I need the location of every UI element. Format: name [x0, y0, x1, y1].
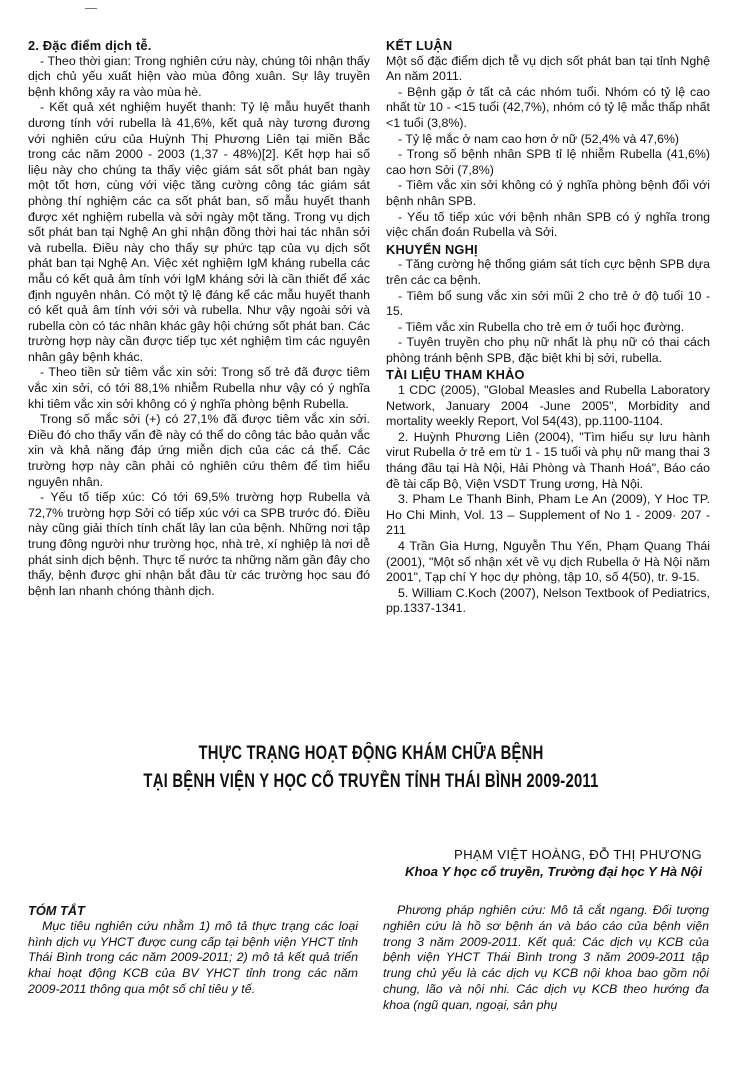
- conclusion-heading: KẾT LUẬN: [386, 38, 453, 53]
- recommendation-item: - Tuyên truyền cho phụ nữ nhất là phụ nữ có thai cách phòng tránh bệnh SPB, đặc biệt khi bị sởi, rubella.: [386, 335, 710, 365]
- author-block: [360, 846, 702, 880]
- author-affiliation: Khoa Y học cổ truyền, Trường đại học Y Hà Nội: [405, 864, 702, 879]
- paragraph-vaccination-history: - Theo tiền sử tiêm vắc xin sởi: Trong số trẻ đã được tiêm vắc xin sởi, có tới 88,1% nhiễm Rubella như vậy có ý nghĩa khi tiêm vắc xin sởi không có ý nghĩa phòng bệnh Rubella.: [28, 365, 370, 411]
- paragraph-time: - Theo thời gian: Trong nghiên cứu này, chúng tôi nhận thấy dịch chủ yếu xuất hiện vào mùa đông xuân. Sự lây truyền bệnh không xảy ra vào mùa hè.: [28, 53, 370, 99]
- conclusion-item: - Tỷ lệ mắc ở nam cao hơn ở nữ (52,4% và 47,6%): [398, 131, 680, 146]
- reference-item: 3. Pham Le Thanh Binh, Pham Le An (2009), Y Hoc TP. Ho Chi Minh, Vol. 13 – Supplement of No 1 - 2009· 207 - 211: [386, 492, 710, 538]
- author-names: PHẠM VIỆT HOÀNG, ĐỖ THỊ PHƯƠNG: [454, 847, 702, 862]
- abstract-right: [383, 903, 709, 1014]
- reference-item: 4 Trần Gia Hưng, Nguyễn Thu Yến, Phạm Quang Thái (2001), "Một số nhận xét về vụ dịch Rubella ở Hà Nội năm 2001", Tạp chí Y học dự phòng, tập 10, số 4(50), tr. 9-15.: [386, 539, 710, 585]
- conclusion-item: - Tiêm vắc xin sởi không có ý nghĩa phòng bệnh đối với bệnh nhân SPB.: [386, 178, 710, 208]
- paragraph-contact: - Yếu tố tiếp xúc: Có tới 69,5% trường hợp Rubella và 72,7% trường hợp Sởi có tiếp xúc với ca SPB trước đó. Điều này cũng giải thích tính chất lây lan của bệnh. Những nơi tập trung đông người như trường học, nhà trẻ, xí nghiệp là nơi dễ phát sinh dịch bệnh. Thực tế nước ta những năm gần đây cho thấy, bệnh được ghi nhận bắt đầu từ các trường học sau đó bệnh lan nhanh chóng thành dịch.: [28, 490, 370, 598]
- recommendation-item: - Tăng cường hệ thống giám sát tích cực bệnh SPB dựa trên các ca bệnh.: [386, 257, 710, 287]
- abstract-left: [28, 903, 358, 998]
- paragraph-serology: - Kết quả xét nghiệm huyết thanh: Tỷ lệ mẫu huyết thanh dương tính với rubella là 41,6%, kết quả này tương đương với nghiên cứu của Huỳnh Thị Phương Liên tại miền Bắc trong các năm 2000 - 2003 (1,37 - 48%)[2]. Kết hợp hai số liệu này cho chúng ta thấy việc giám sát sốt phát ban ngày một tốt hơn, cùng với việc tăng cường công tác giám sát phòng thí nghiệm các ca sốt phát ban, số mẫu huyết thanh được xét nghiệm rubella và sởi ngày một tăng. Trong vụ dịch sốt phát ban tại Nghệ An ghi nhận đồng thời hai tác nhân sởi và rubella. Điều này cho thấy sự phức tạp của vụ dịch sốt phát ban tại Nghệ An. Việc xét nghiệm IgM kháng rubella các mẫu có kết quả âm tính với IgM kháng sởi là cần thiết để xác định nguyên nhân. Có một tỷ lệ đáng kể các mẫu huyết thanh có kết quả âm tính với sởi và rubella. Như vậy ngoài sởi và rubella còn có tác nhân khác gây hội chứng sốt phát ban. Các trường hợp này cần được tiếp tục xét nghiệm tìm các nguyên nhân gây bệnh khác.: [28, 100, 370, 364]
- conclusion-item: - Trong số bệnh nhân SPB tỉ lệ nhiễm Rubella (41,6%) cao hơn Sởi (7,8%): [386, 147, 710, 177]
- recommendation-heading: KHUYẾN NGHỊ: [386, 241, 478, 257]
- paragraph-measles-vaccinated: Trong số mắc sởi (+) có 27,1% đã được tiêm vắc xin sởi. Điều đó cho thấy vấn đề này có thể do công tác bảo quản vắc xin và khả năng đáp ứng miễn dịch của các cá thể. Các trường hợp này cần phải có nghiên cứu thêm để tìm hiểu nguyên nhân.: [28, 412, 370, 489]
- article-title-line-1: THỰC TRẠNG HOẠT ĐỘNG KHÁM CHỮA BỆNH: [198, 743, 544, 764]
- recommendation-item: - Tiêm bổ sung vắc xin sởi mũi 2 cho trẻ ở độ tuổi 10 - 15.: [386, 288, 710, 319]
- reference-item: 1 CDC (2005), "Global Measles and Rubella Laboratory Network, January 2004 -June 2005", Morbidity and mortality weekly Report, Vol 54(43), pp.1100-1104.: [386, 383, 710, 429]
- reference-item: 2. Huỳnh Phương Liên (2004), "Tìm hiểu sự lưu hành virut Rubella ở trẻ em từ 1 - 15 tuổi và phụ nữ mang thai 3 tháng đầu tại Hà Nội, Hải Phòng và Thanh Hoá", Báo cáo đề tài cấp Bộ, Viện VSDT Trung ương, Hà Nội.: [386, 429, 710, 491]
- abstract-text-right: Phương pháp nghiên cứu: Mô tả cắt ngang. Đối tượng nghiên cứu là hồ sơ bệnh án và báo cáo của bệnh viện trong 3 năm 2009-2011. Kết quả: Các dịch vụ KCB của bệnh viện YHCT Thái Bình trong 3 năm 2009-2011 tập trung chủ yếu là các dịch vụ KCB nội khoa bao gồm nội chung, lão và nội nhi. Các dịch vụ KCB theo hướng đa khoa (ngũ quan, ngoại, sản phụ: [383, 903, 709, 1012]
- conclusion-item: - Yếu tố tiếp xúc với bệnh nhân SPB có ý nghĩa trong việc chẩn đoán Rubella và Sởi.: [386, 209, 710, 240]
- reference-item: 5. William C.Koch (2007), Nelson Textbook of Pediatrics, pp.1337-1341.: [386, 585, 710, 616]
- recommendation-item: - Tiêm vắc xin Rubella cho trẻ em ở tuổi học đường.: [398, 319, 685, 334]
- left-column: [28, 38, 370, 599]
- abstract-text-left: Mục tiêu nghiên cứu nhằm 1) mô tả thực trạng các loại hình dịch vụ YHCT được cung cấp tại bệnh viện YHCT tỉnh Thái Bình trong các năm 2009-2011; 2) mô tả kết quả triển khai hoạt động KCB của BV YHCT tỉnh trong các năm 2009-2011 thông qua một số chỉ tiêu y tế.: [28, 918, 358, 996]
- right-column: [386, 38, 710, 617]
- references-heading: TÀI LIỆU THAM KHẢO: [386, 367, 525, 383]
- abstract-heading: TÓM TẮT: [28, 903, 85, 918]
- article-title-line-2: TẠI BỆNH VIỆN Y HỌC CỔ TRUYỀN TỈNH THÁI BÌNH 2009-2011: [143, 771, 599, 792]
- article-title: [0, 740, 742, 796]
- section-heading-epidemiology: 2. Đặc điểm dịch tễ.: [28, 38, 152, 53]
- top-margin-mark: [85, 8, 97, 9]
- conclusion-item: - Bệnh gặp ở tất cả các nhóm tuổi. Nhóm có tỷ lệ cao nhất từ 10 - <15 tuổi (42,7%), nhóm có tỷ lệ mắc thấp nhất <1 tuổi (3,8%).: [386, 84, 710, 130]
- conclusion-intro: Một số đặc điểm dịch tễ vụ dịch sốt phát ban tại tỉnh Nghệ An năm 2011.: [386, 53, 710, 84]
